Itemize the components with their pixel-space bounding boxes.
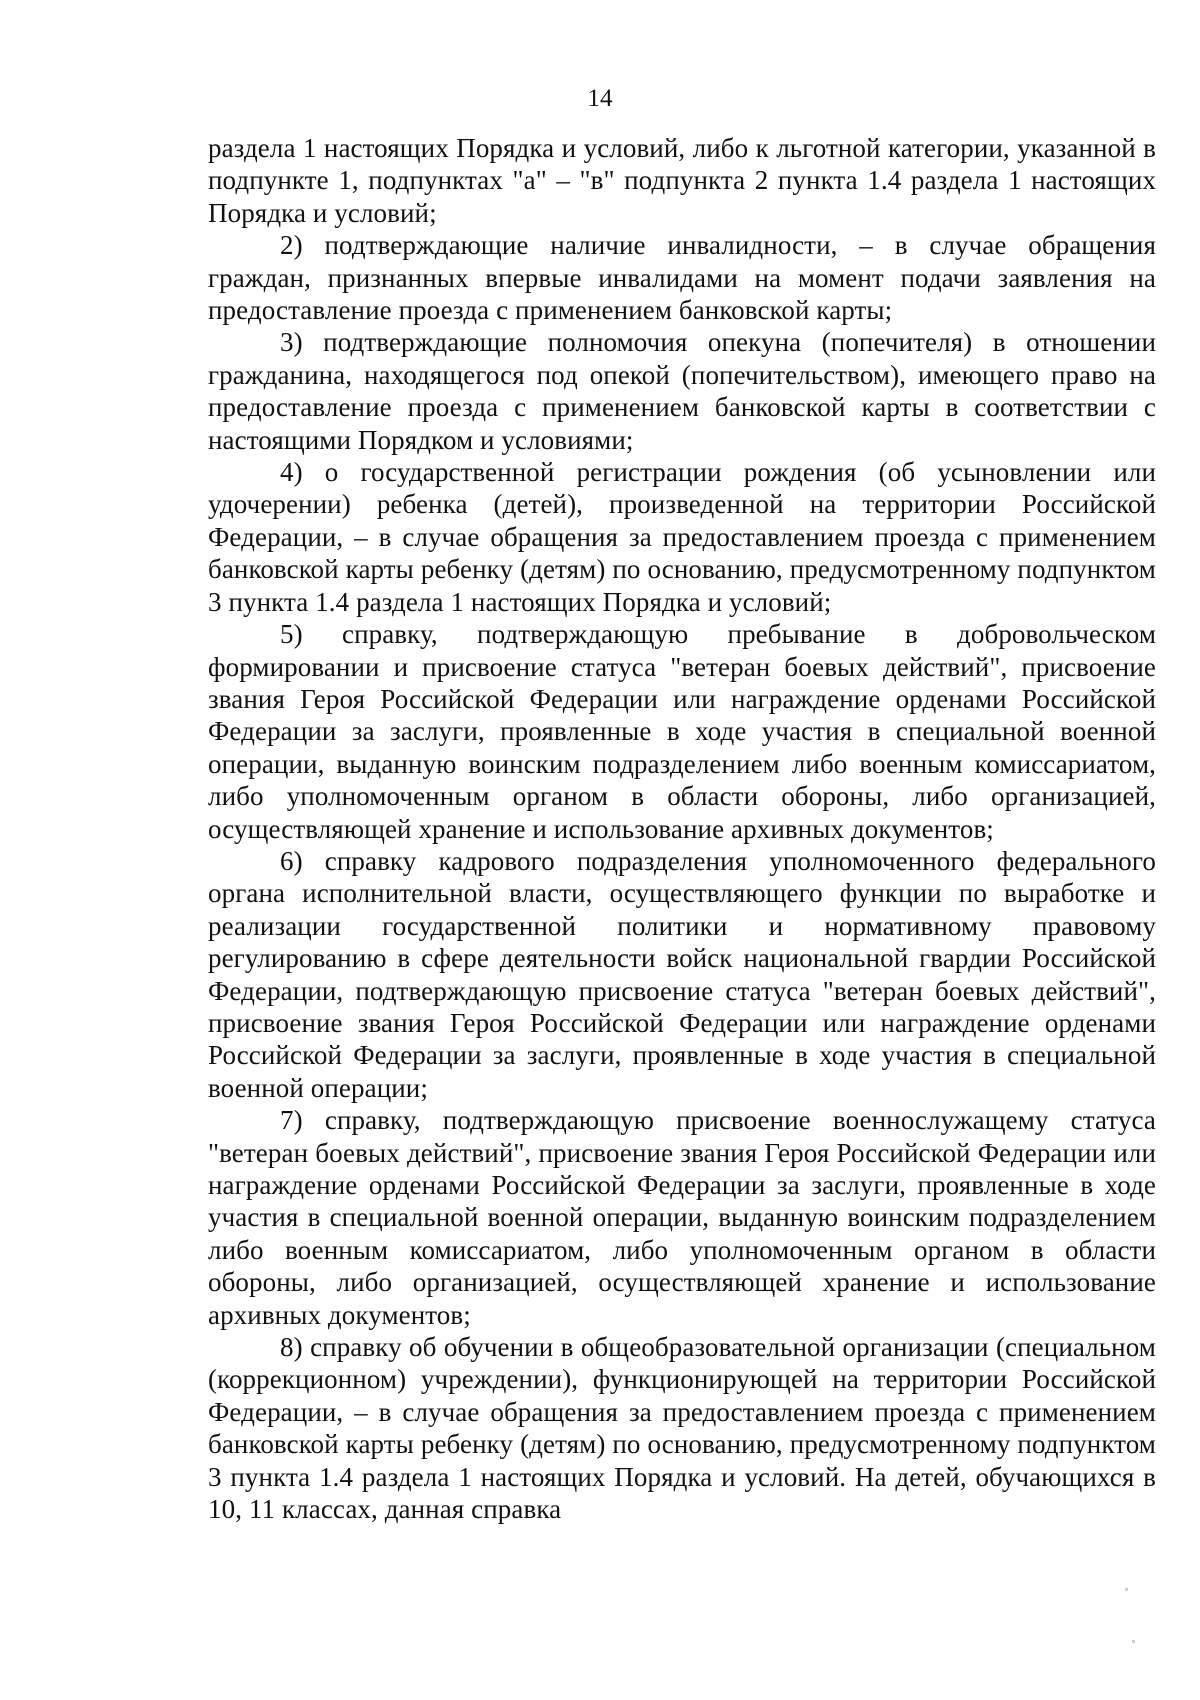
list-item-4: 4) о государственной регистрации рождения (об усыновлении или удочерении) ребенка (детей), произведенной на территории Российской Федерации, – в случае обращения за предоставлением проезда с применением банковской карты ребенку (детям) по основанию, предусмотренному подпунктом 3 пункта 1.4 раздела 1 настоящих Порядка и условий; xyxy=(208,457,1156,617)
list-item-8: 8) справку об обучении в общеобразовательной организации (специальном (коррекционном) учреждении), функционирующей на территории Российской Федерации, – в случае обращения за предоставлением проезда с применением банковской карты ребенку (детям) по основанию, предусмотренному подпунктом 3 пункта 1.4 раздела 1 настоящих Порядка и условий. На детей, обучающихся в 10, 11 классах, данная справка xyxy=(208,1332,1156,1525)
list-item-3: 3) подтверждающие полномочия опекуна (попечителя) в отношении гражданина, находящегося под опекой (попечительством), имеющего право на предоставление проезда с применением банковской карты в соответствии с настоящими Порядком и условиями; xyxy=(208,327,1156,455)
list-item-6: 6) справку кадрового подразделения уполномоченного федерального органа исполнительной власти, осуществляющего функции по выработке и реализации государственной политики и нормативному правовому регулированию в сфере деятельности войск национальной гвардии Российской Федерации, подтверждающую присвоение статуса "ветеран боевых действий", присвоение звания Героя Российской Федерации или награждение орденами Российской Федерации за заслуги, проявленные в ходе участия в специальной военной операции; xyxy=(208,845,1156,1103)
document-body xyxy=(208,132,1156,1525)
list-item-7: 7) справку, подтверждающую присвоение военнослужащему статуса "ветеран боевых действий", присвоение звания Героя Российской Федерации или награждение орденами Российской Федерации за заслуги, проявленные в ходе участия в специальной военной операции, выданную воинским подразделением либо военным комиссариатом, либо уполномоченным органом в области обороны, либо организацией, осуществляющей хранение и использование архивных документов; xyxy=(208,1105,1156,1330)
list-item-2: 2) подтверждающие наличие инвалидности, – в случае обращения граждан, признанных впервые инвалидами на момент подачи заявления на предоставление проезда с применением банковской карты; xyxy=(208,230,1156,326)
list-item-5: 5) справку, подтверждающую пребывание в добровольческом формировании и присвоение статуса "ветеран боевых действий", присвоение звания Героя Российской Федерации или награждение орденами Российской Федерации за заслуги, проявленные в ходе участия в специальной военной операции, выданную воинским подразделением либо военным комиссариатом, либо уполномоченным органом в области обороны, либо организацией, осуществляющей хранение и использование архивных документов; xyxy=(208,619,1156,844)
scan-artifact xyxy=(1125,1588,1128,1591)
scan-artifact xyxy=(1132,1640,1135,1643)
page-number: 14 xyxy=(587,85,613,112)
paragraph-continuation: раздела 1 настоящих Порядка и условий, либо к льготной категории, указанной в подпункте 1, подпунктах "а" – "в" подпункта 2 пункта 1.4 раздела 1 настоящих Порядка и условий; xyxy=(208,133,1156,228)
